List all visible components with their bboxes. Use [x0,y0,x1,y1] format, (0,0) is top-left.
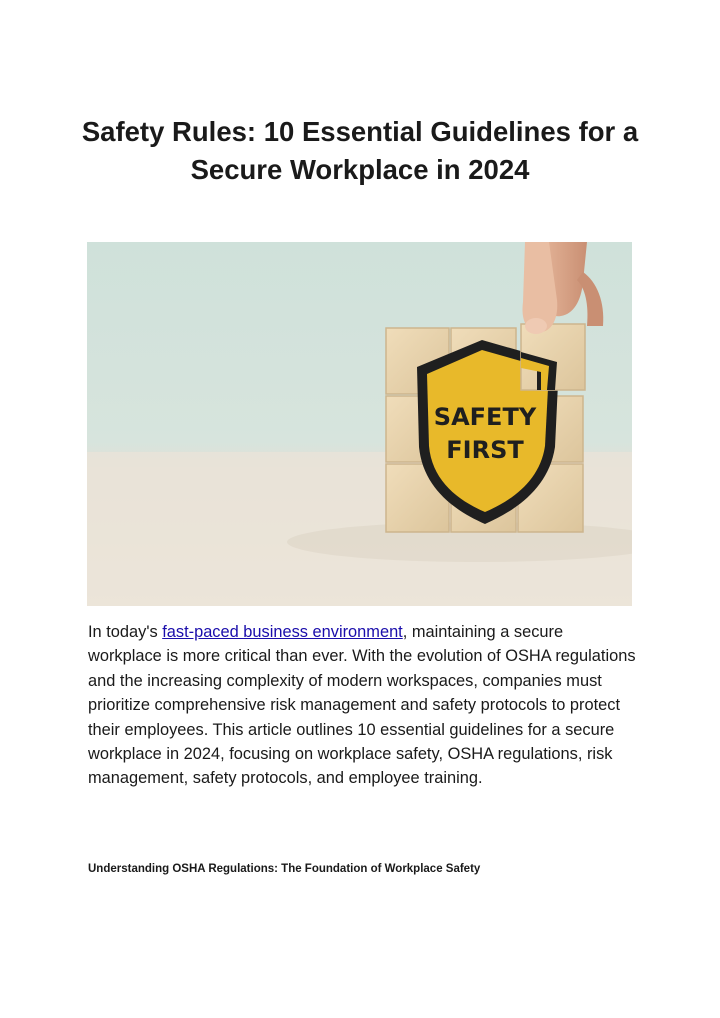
page-title: Safety Rules: 10 Essential Guidelines for a Secure Workplace in 2024 [81,116,639,185]
section-heading: Understanding OSHA Regulations: The Foundation of Workplace Safety [88,863,481,875]
business-environment-link[interactable]: fast-paced business environment [162,623,403,641]
safety-text-line2: FIRST [446,436,524,464]
intro-paragraph [88,620,638,791]
held-block [521,324,585,390]
intro-text-rest: , maintaining a secure workplace is more critical than ever. With the evolution of OSHA regulations and the increasing complexity of modern workspaces, companies must prioritize comprehensive risk management and safety protocols to protect their employees. This article outlines 10 essential guidelines for a secure workplace in 2024, focusing on workplace safety, OSHA regulations, risk management, safety protocols, and employee training. [88,623,636,788]
intro-text-start: In today's [88,623,163,641]
safety-text-line1: SAFETY [433,403,537,431]
hero-image [87,242,632,606]
